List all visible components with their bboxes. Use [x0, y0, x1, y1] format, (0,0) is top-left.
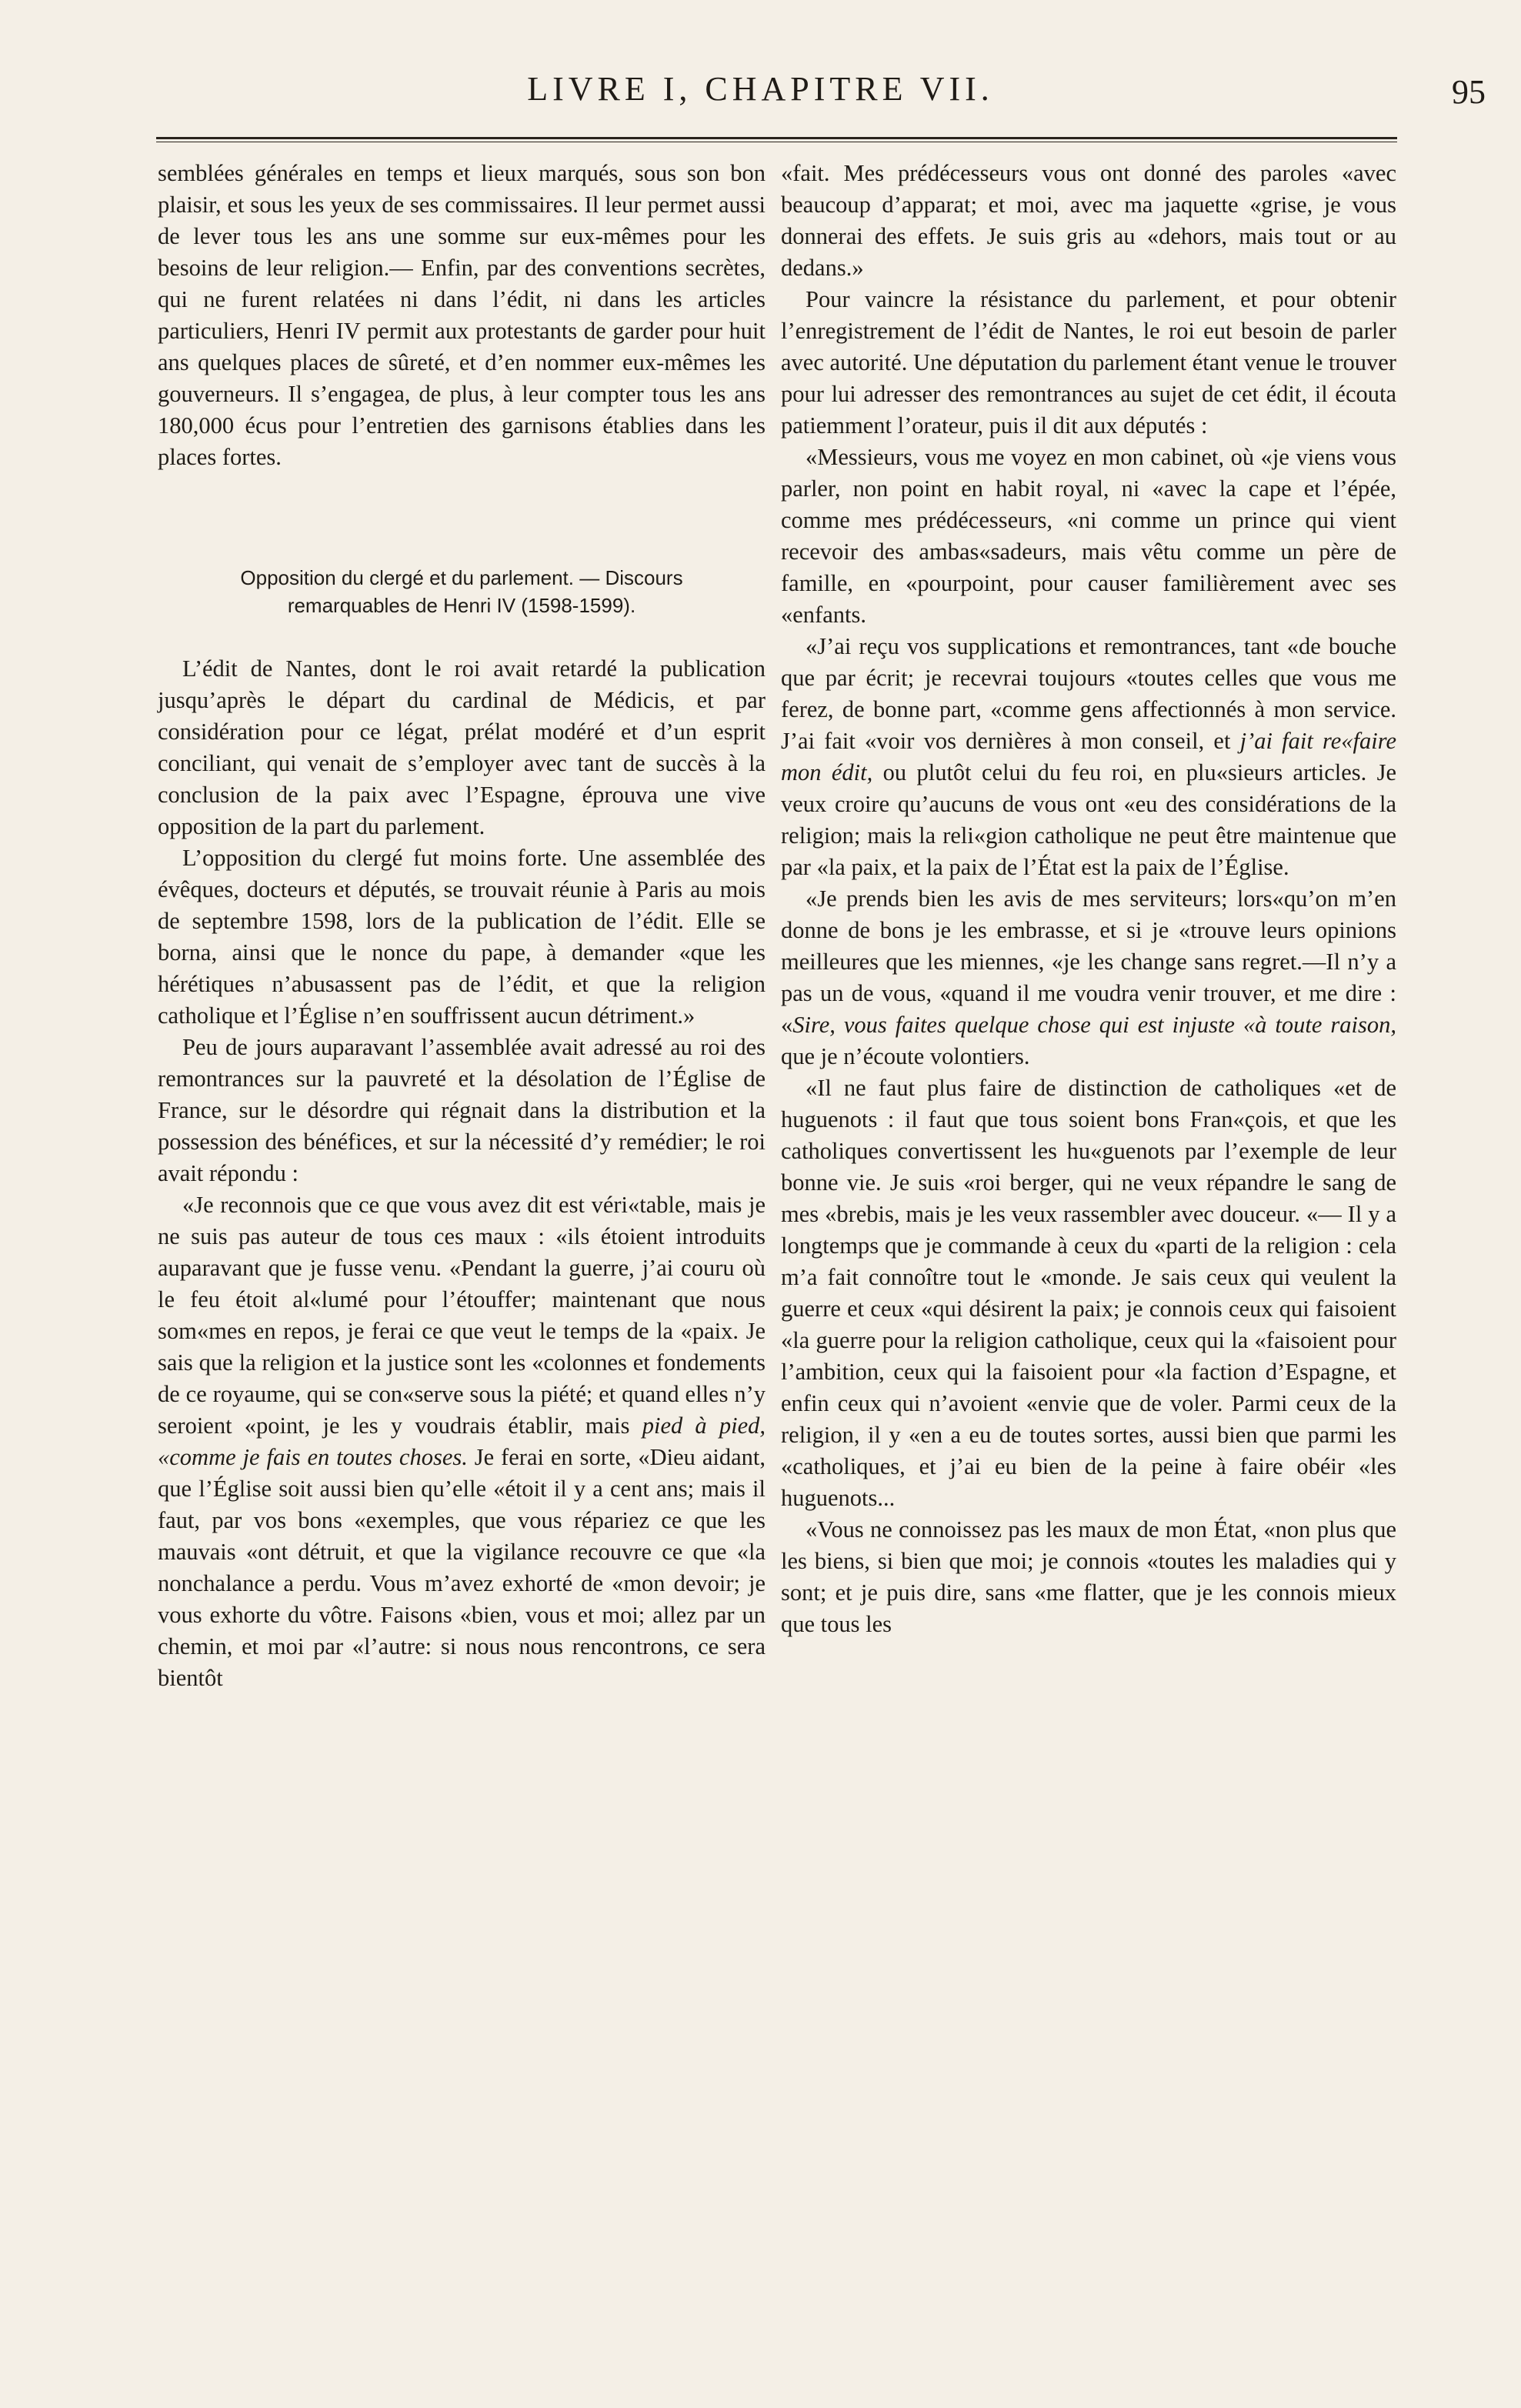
page-number: 95: [1452, 73, 1486, 111]
text-run: que je n’écoute volontiers.: [781, 1043, 1030, 1069]
text-run: ou plutôt celui du feu roi, en plu«sieurs articles. Je veux croire qu’aucuns de vous ont «eu des considérations de la religion; mais la reli«gion catholique ne peut être maintenue que par «la paix, et la paix de l’État est la paix de l’Église.: [781, 759, 1396, 880]
quote-paragraph: «fait. Mes prédécesseurs vous ont donné des paroles «avec beaucoup d’apparat; et moi, avec ma jaquette «grise, je vous donnerai des effets. Je suis gris au «dehors, mais tout or au dedans.»: [781, 160, 1396, 281]
paragraph: L’opposition du clergé fut moins forte. Une assemblée des évêques, docteurs et députés, se trouvait réunie à Paris au mois de septembre 1598, lors de la publication de l’édit. Elle se borna, ainsi que le nonce du pape, à demander «que les hérétiques n’abusassent pas de l’édit, et que la religion catholique et l’Église n’en souffrissent aucun détriment.»: [158, 845, 766, 1029]
paragraph: Pour vaincre la résistance du parlement, et pour obtenir l’enregistrement de l’édit de Nantes, le roi eut besoin de parler avec autorité. Une députation du parlement étant venue le trouver pour lui adresser des remontrances au sujet de cet édit, il écouta patiemment l’orateur, puis il dit aux députés :: [781, 286, 1396, 439]
text-run: «J’ai reçu vos supplications et remontrances, tant «de bouche que par écrit; je recevrai toujours «toutes celles que vous me ferez, de bonne part, «comme gens affectionnés à mon service. J’ai fait «voir vos dernières à mon conseil, et: [781, 633, 1396, 754]
paragraph: semblées générales en temps et lieux marqués, sous son bon plaisir, et sous les yeux de ses commissaires. Il leur permet aussi de lever tous les ans une somme sur eux-mêmes pour les besoins de leur religion.— Enfin, par des conventions secrètes, qui ne furent relatées ni dans l’édit, ni dans les articles particuliers, Henri IV permit aux protestants de garder pour huit ans quelques places de sûreté, et d’en nommer eux-mêmes les gouverneurs. Il s’engagea, de plus, à leur compter tous les ans 180,000 écus pour l’entretien des garnisons établies dans les places fortes.: [158, 160, 766, 470]
italic-text: j’ai fait re«faire mon édit,: [781, 728, 1396, 785]
text-run: Je ferai en sorte, «Dieu aidant, que l’Église soit aussi bien qu’elle «étoit il y a cent ans; mais il faut, par vos bons «exemples, que vous répariez ce que les mauvais «ont détruit, et que la vigilance recouvre ce que «la nonchalance a perdu. Vous m’avez exhorté de «mon devoir; je vous exhorte du vôtre. Faisons «bien, vous et moi; allez par un chemin, et moi par «l’autre: si nous nous rencontrons, ce sera bientôt: [158, 1444, 766, 1691]
quote-paragraph: «Il ne faut plus faire de distinction de catholiques «et de huguenots : il faut que tous soient bons Fran«çois, et que les catholiques convertissent les hu«guenots par l’exemple de leur bonne vie. Je suis «roi berger, qui ne veux répandre le sang de mes «brebis, mais je les veux rassembler avec douceur. «— Il y a longtemps que je commande à ceux du «parti de la religion : cela m’a fait connoître tout le «monde. Je sais ceux qui veulent la guerre et ceux «qui désirent la paix; je connois ceux qui faisoient «la guerre pour la religion catholique, ceux qui la «faisoient pour l’ambition, ceux qui la faisoient pour «la faction d’Espagne, et enfin ceux qui n’avoient «envie que de voler. Parmi ceux de la religion, il y «en a eu de toutes sortes, aussi bien que parmi les «catholiques, et j’ai eu bien de la peine à faire obéir «les huguenots...: [781, 1075, 1396, 1511]
text-run: «Je reconnois que ce que vous avez dit est véri«table, mais je ne suis pas auteur de tous ces maux : «ils étoient introduits auparavant que je fusse venu. «Pendant la guerre, j’ai couru où le feu étoit al«lumé pour l’étouffer; maintenant que nous som«mes en repos, je ferai ce que veut le temps de la «paix. Je sais que la religion et la justice sont les «colonnes et fondements de ce royaume, qui se con«serve sous la piété; et quand elles n’y seroient «point, je les y voudrais établir, mais: [158, 1192, 766, 1439]
left-column: [158, 158, 766, 1694]
quote-paragraph: «Vous ne connoissez pas les maux de mon État, «non plus que les biens, si bien que moi; je connois «toutes les maladies qui y sont; et je puis dire, sans «me flatter, que je les connois mieux que tous les: [781, 1516, 1396, 1637]
right-column: [781, 158, 1396, 1640]
quote-paragraph: [781, 883, 1396, 1072]
quote-paragraph: «Messieurs, vous me voyez en mon cabinet, où «je viens vous parler, non point en habit royal, ni «avec la cape et l’épée, comme mes prédécesseurs, «ni comme un prince qui vient recevoir des ambas«sadeurs, mais vêtu comme un père de famille, en «pourpoint, pour causer familièrement avec ses «enfants.: [781, 444, 1396, 628]
quote-paragraph: [781, 631, 1396, 883]
italic-text: pied à pied, «comme je fais en toutes choses.: [158, 1412, 766, 1470]
page-header: [0, 69, 1521, 115]
header-rule: [156, 137, 1397, 139]
paragraph: L’édit de Nantes, dont le roi avait retardé la publication jusqu’après le départ du cardinal de Médicis, et par considération pour ce légat, prélat modéré et d’un esprit conciliant, qui venait de s’employer avec tant de succès à la conclusion de la paix avec l’Espagne, éprouva une vive opposition de la part du parlement.: [158, 655, 766, 839]
text-run: «Je prends bien les avis de mes serviteurs; lors«qu’on m’en donne de bons je les embrasse, et si je «trouve leurs opinions meilleures que les miennes, «je les change sans regret.—Il n’y a pas un de vous, «quand il me voudra venir trouver, et me dire : «: [781, 885, 1396, 1038]
section-title: Opposition du clergé et du parlement. — Discours remarquables de Henri IV (1598-1599).: [240, 566, 683, 617]
paragraph: Peu de jours auparavant l’assemblée avait adressé au roi des remontrances sur la pauvreté et la désolation de l’Église de France, sur le désordre qui régnait dans la distribution et la possession des bénéfices, et sur la nécessité d’y remédier; le roi avait répondu :: [158, 1034, 766, 1186]
running-title: LIVRE I, CHAPITRE VII.: [527, 70, 994, 108]
quote-paragraph: [158, 1189, 766, 1694]
italic-text: Sire, vous faites quelque chose qui est injuste «à toute raison,: [792, 1012, 1396, 1038]
